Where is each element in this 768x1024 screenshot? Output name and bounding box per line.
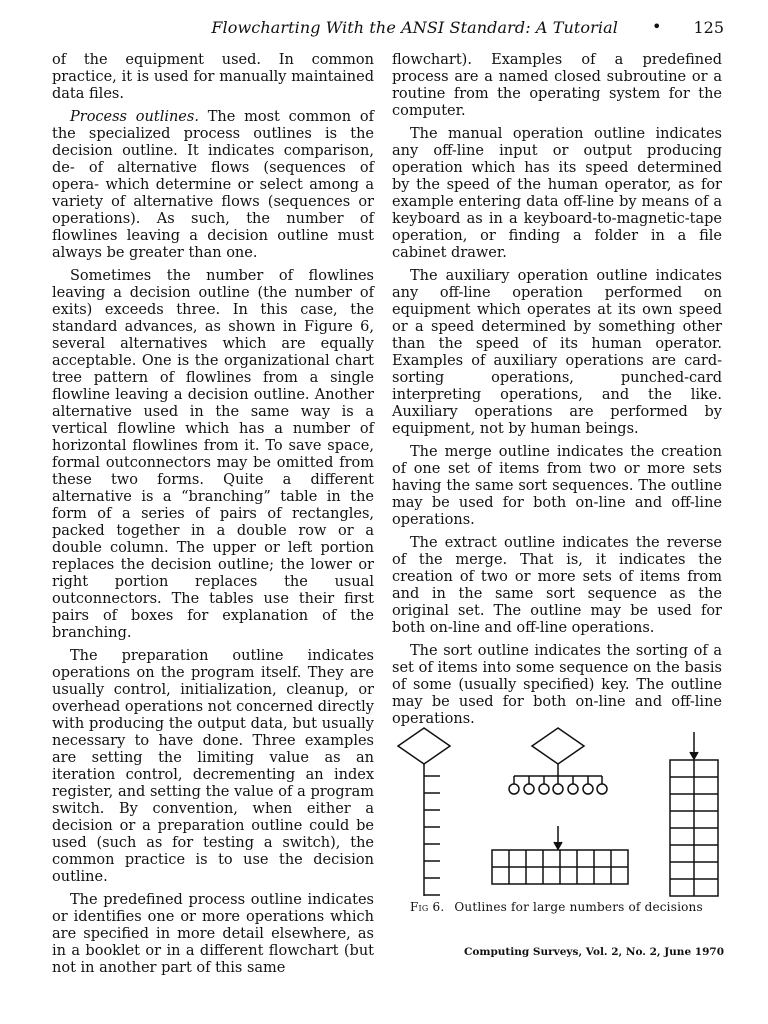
figure-6 xyxy=(392,718,724,928)
figure-label: Fig 6. xyxy=(410,900,445,914)
page-number: 125 xyxy=(693,18,724,37)
figure-6-diagram xyxy=(392,718,724,898)
footer-citation: Computing Surveys, Vol. 2, No. 2, June 1970 xyxy=(463,946,724,958)
paragraph: The sort outline indicates the sorting of a set of items into some sequence on the basis of some (usually specified) key. The outline may be used for both on-line and off-line operations. xyxy=(392,643,722,727)
figure-caption xyxy=(410,900,703,914)
paragraph: flowchart). Examples of a predefined process are a named closed subroutine or a routine from the operating system for the computer. xyxy=(392,52,722,119)
paragraph: The merge outline indicates the creation of one set of items from two or more sets having the same sort sequences. The outline may be used for both on-line and off-line operations. xyxy=(392,444,722,528)
section-heading: Process outlines. xyxy=(70,109,199,125)
paragraph: The extract outline indicates the reverse of the merge. That is, it indicates the creation of two or more sets of items from and in the same sort sequence as the original set. The outline may be used for both on-line and off-line operations. xyxy=(392,535,722,636)
paragraph: of the equipment used. In common practice, it is used for manually maintained data files. xyxy=(52,52,374,102)
left-column xyxy=(52,52,374,983)
figure-caption-text: Outlines for large numbers of decisions xyxy=(454,900,703,914)
running-header xyxy=(0,14,768,44)
header-bullet: • xyxy=(652,17,662,36)
paragraph-process-outlines xyxy=(52,109,374,262)
paragraph-body: The most common of the specialized process outlines is the decision outline. It indicates comparison, de- of alternative flows (sequences of opera- which determine or select among a variety of alternative flows (sequences or operations). As such, the number of flowlines leaving a decision outline must always be greater than one. xyxy=(52,109,374,261)
branching-table-double-row xyxy=(492,826,628,884)
branching-table-double-column xyxy=(670,732,718,896)
paragraph: The manual operation outline indicates any off-line input or output producing operation which has its speed determined by the speed of the human operator, as for example entering data off-line by means of a keyboard as in a keyboard-to-magnetic-tape operation, or finding a folder in a file cabinet drawer. xyxy=(392,126,722,261)
right-column xyxy=(392,52,722,734)
paragraph: The predefined process outline indicates or identifies one or more operations which are specified in more detail elsewhere, as in a booklet or in a different flowchart (but not in another part of this same xyxy=(52,892,374,976)
running-title: Flowcharting With the ANSI Standard: A Tutorial xyxy=(211,18,618,37)
paragraph: Sometimes the number of flowlines leaving a decision outline (the number of exits) exceeds three. In this case, the standard advances, as shown in Figure 6, several alternatives which are equally acceptable. One is the organizational chart tree pattern of flowlines from a single flowline leaving a decision outline. Another alternative used in the same way is a vertical flowline which has a number of horizontal flowlines from it. To save space, formal outconnectors may be omitted from these two forms. Quite a different alternative is a “branching” table in the form of a series of pairs of rectangles, packed together in a double row or a double column. The upper or left portion replaces the decision outline; the lower or right portion replaces the usual outconnectors. The tables use their first pairs of boxes for explanation of the branching. xyxy=(52,268,374,641)
paragraph: The auxiliary operation outline indicates any off-line operation performed on equipment which operates at its own speed or a speed determined by something other than the speed of its human operator. Examples of auxiliary operations are card-sorting operations, punched-card interpreting operations, and the like. Auxiliary operations are performed by equipment, not by human beings. xyxy=(392,268,722,437)
decision-vertical-flowline xyxy=(398,728,450,896)
paragraph: The preparation outline indicates operations on the program itself. They are usually control, initialization, cleanup, or overhead operations not concerned directly with producing the output data, but usually necessary to have done. Three examples are setting the limiting value as an iteration control, decrementing an index register, and setting the value of a program switch. By convention, when either a decision or a preparation outline could be used (such as for testing a switch), the common practice is to use the decision outline. xyxy=(52,648,374,885)
decision-tree-pattern xyxy=(509,728,607,794)
